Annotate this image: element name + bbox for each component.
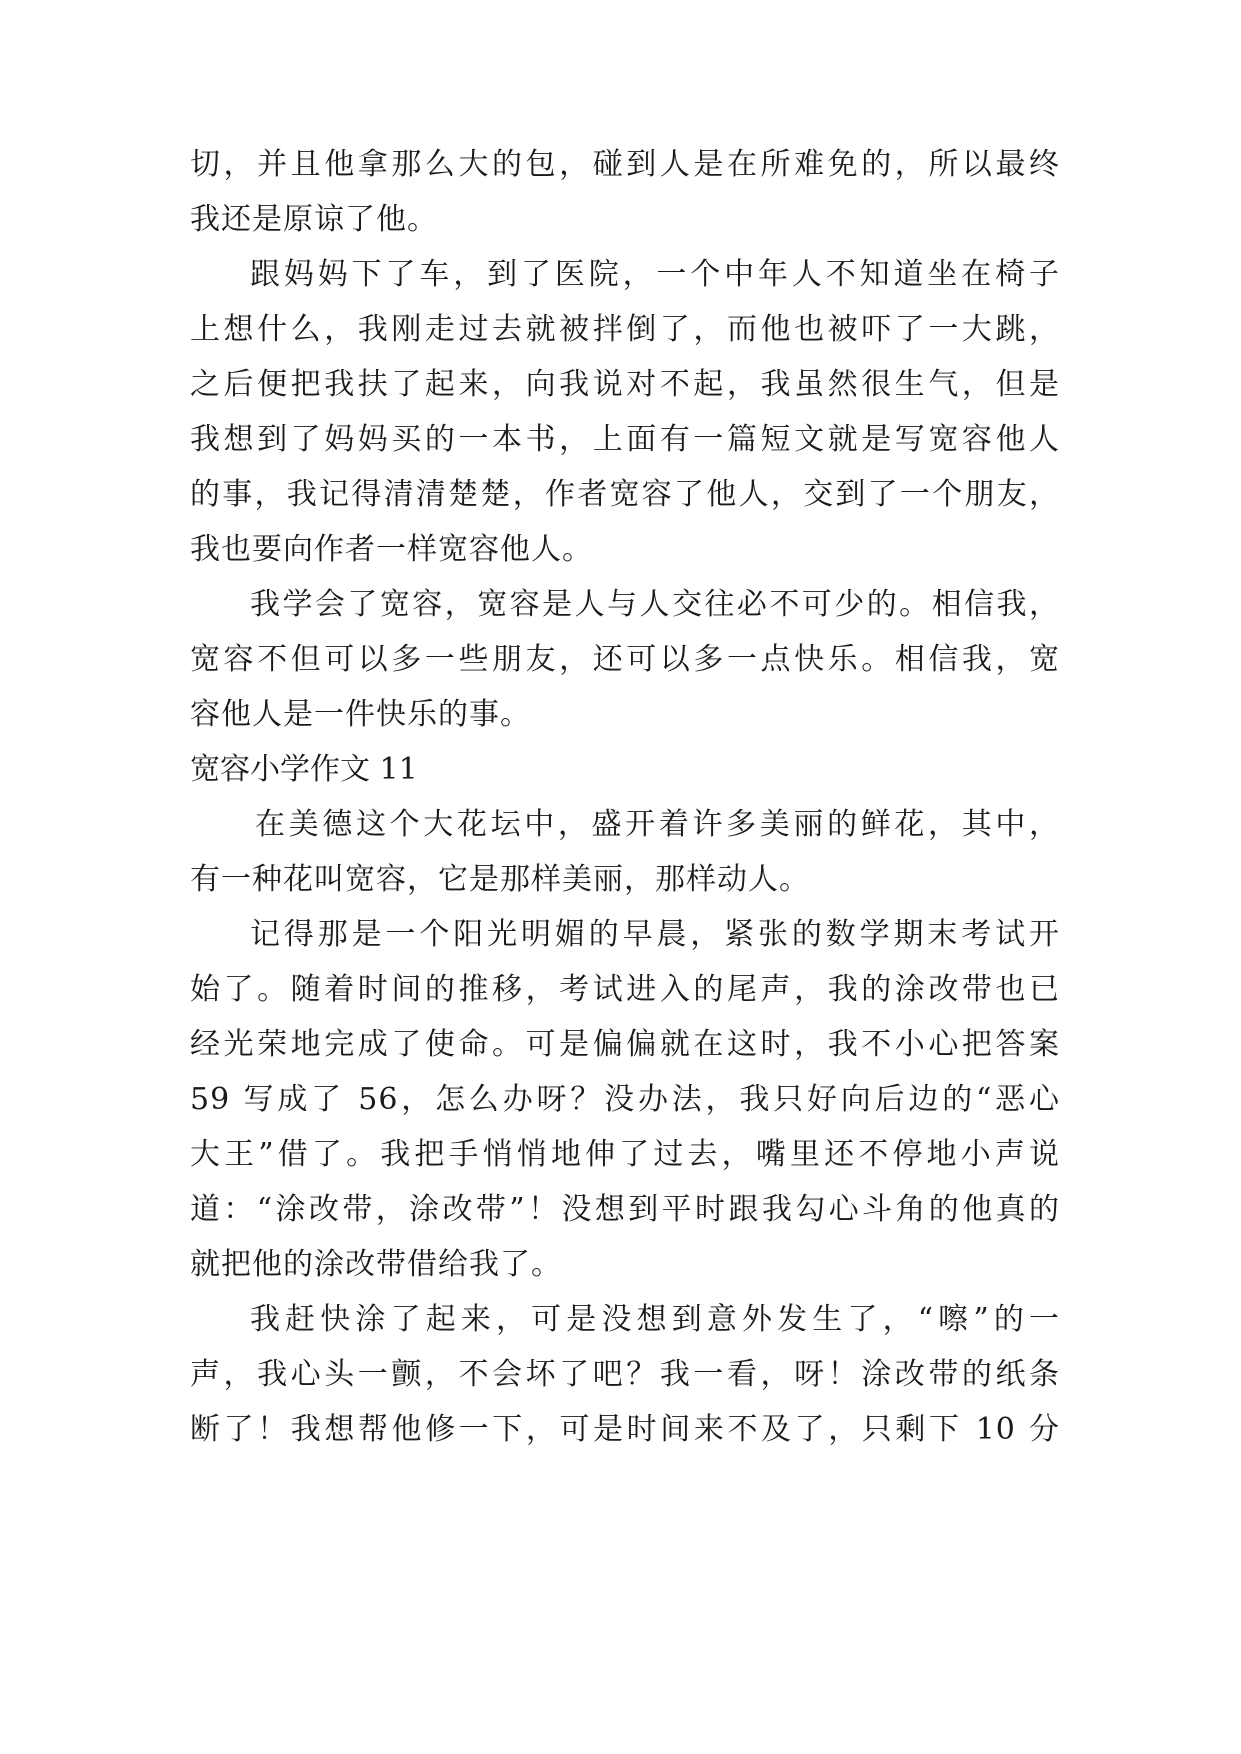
- text-line: 我想到了妈妈买的一本书，上面有一篇短文就是写宽容他人: [190, 422, 1060, 457]
- text-line: 声，我心头一颤，不会坏了吧？我一看，呀！涂改带的纸条: [190, 1357, 1060, 1392]
- text-line: 就把他的涂改带借给我了。: [190, 1247, 562, 1282]
- paragraph-start-line: 记得那是一个阳光明媚的早晨，紧张的数学期末考试开: [250, 917, 1060, 952]
- text-line: 宽容不但可以多一些朋友，还可以多一点快乐。相信我，宽: [190, 642, 1060, 677]
- text-line: 我也要向作者一样宽容他人。: [190, 532, 593, 567]
- text-line: 的事，我记得清清楚楚，作者宽容了他人，交到了一个朋友，: [190, 477, 1060, 512]
- text-line: 上想什么，我刚走过去就被拌倒了，而他也被吓了一大跳，: [190, 312, 1060, 347]
- paragraph-start-line: 我学会了宽容，宽容是人与人交往必不可少的。相信我，: [250, 587, 1060, 622]
- text-line: 有一种花叫宽容，它是那样美丽，那样动人。: [190, 862, 810, 897]
- text-line: 大王”借了。我把手悄悄地伸了过去，嘴里还不停地小声说: [190, 1137, 1060, 1172]
- text-line: 我还是原谅了他。: [190, 202, 438, 237]
- text-line: 道：“涂改带，涂改带”！没想到平时跟我勾心斗角的他真的: [190, 1192, 1060, 1227]
- paragraph-start-line: 跟妈妈下了车，到了医院，一个中年人不知道坐在椅子: [250, 257, 1060, 292]
- text-line: 经光荣地完成了使命。可是偏偏就在这时，我不小心把答案: [190, 1027, 1060, 1062]
- text-line: 容他人是一件快乐的事。: [190, 697, 531, 732]
- text-line: 切，并且他拿那么大的包，碰到人是在所难免的，所以最终: [190, 147, 1060, 182]
- text-line: 59 写成了 56，怎么办呀？没办法，我只好向后边的“恶心: [190, 1082, 1060, 1117]
- text-line: 之后便把我扶了起来，向我说对不起，我虽然很生气，但是: [190, 367, 1060, 402]
- text-line: 断了！我想帮他修一下，可是时间来不及了，只剩下 10 分: [190, 1412, 1060, 1447]
- section-heading: 宽容小学作文 11: [190, 752, 418, 787]
- paragraph-start-line: 在美德这个大花坛中，盛开着许多美丽的鲜花，其中，: [255, 807, 1060, 842]
- text-line: 始了。随着时间的推移，考试进入的尾声，我的涂改带也已: [190, 972, 1060, 1007]
- paragraph-start-line: 我赶快涂了起来，可是没想到意外发生了，“嚓”的一: [250, 1302, 1060, 1337]
